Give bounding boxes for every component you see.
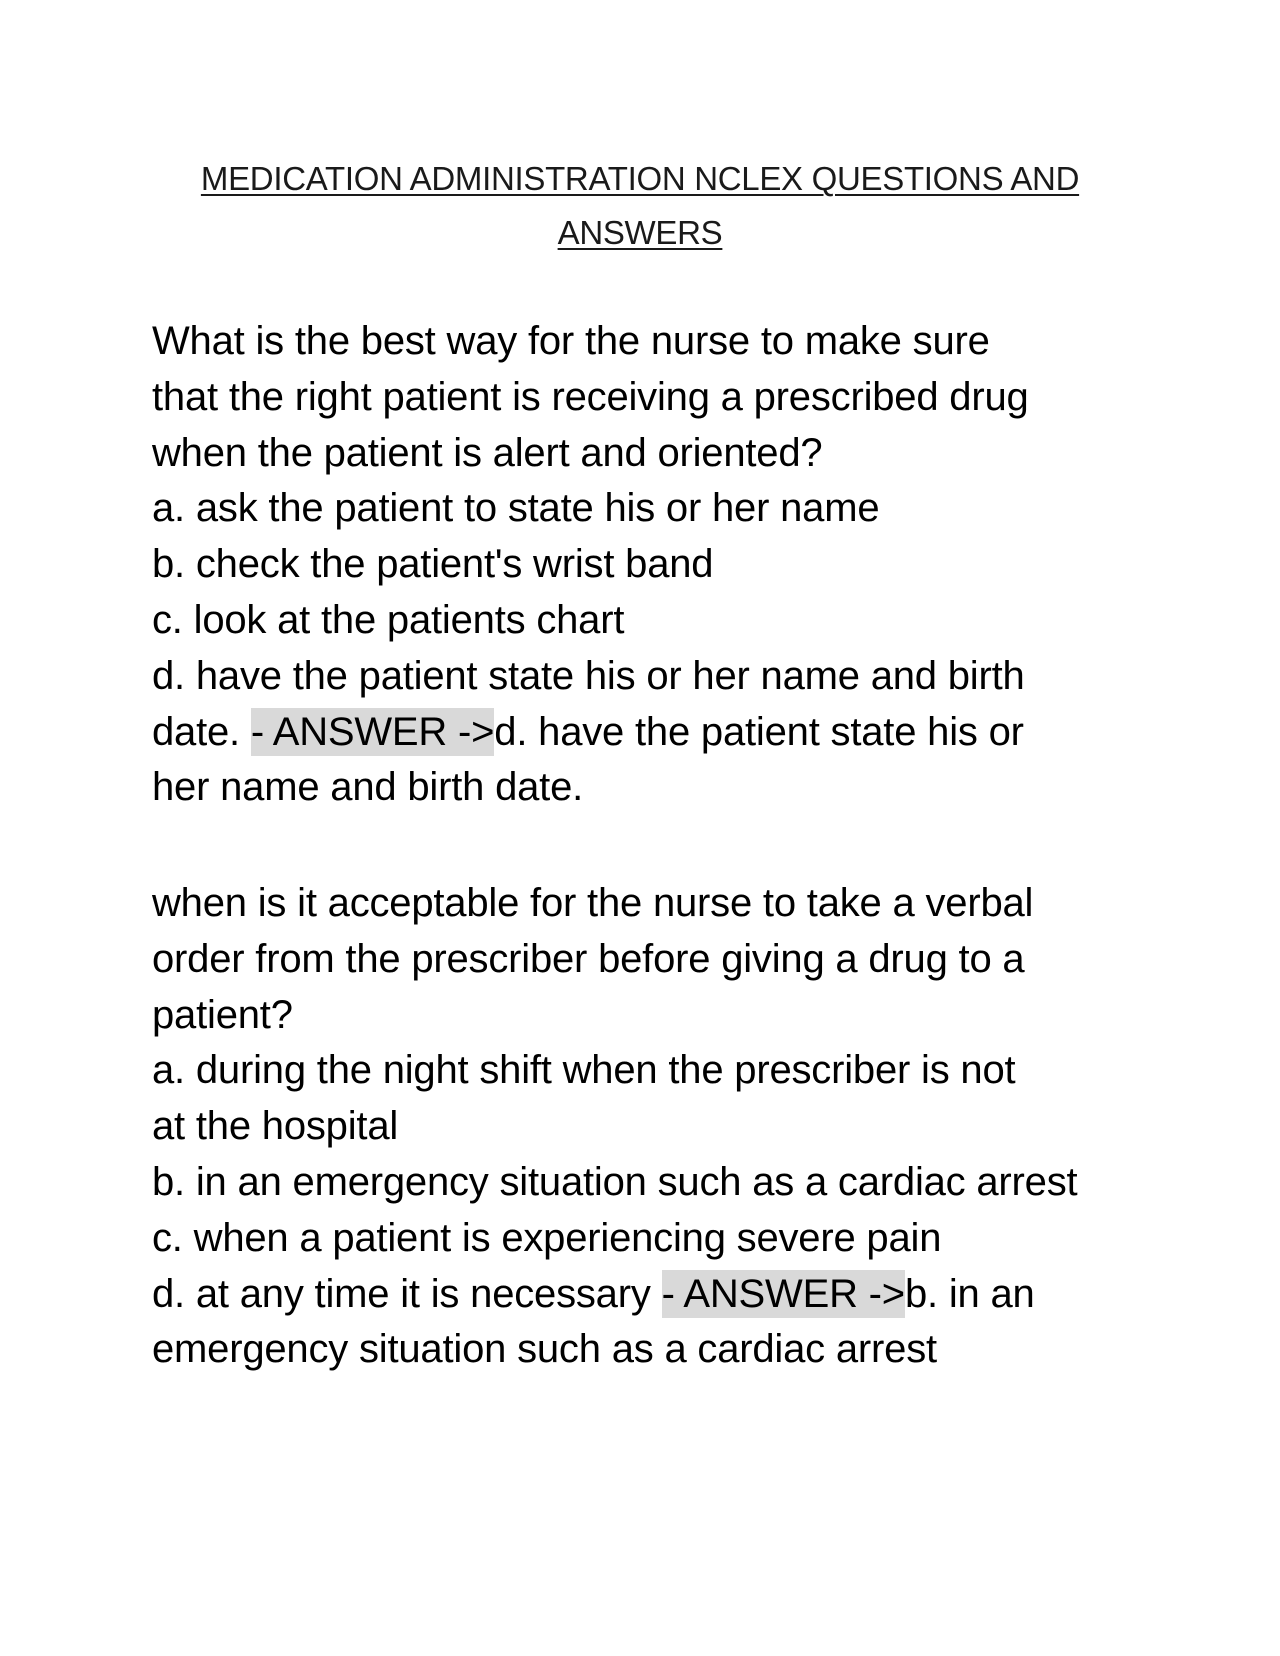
- answer-text: d. have the patient state his or: [494, 709, 1024, 754]
- document-title-line-1: MEDICATION ADMINISTRATION NCLEX QUESTIONS AND: [200, 160, 1080, 197]
- answer-line: [152, 1267, 1142, 1323]
- answer-option-a: a. during the night shift when the prescriber is not: [152, 1048, 1016, 1093]
- question-text-line: patient?: [152, 992, 293, 1037]
- answer-option-a-continued: at the hospital: [152, 1104, 399, 1149]
- question-text-line: order from the prescriber before giving a drug to a: [152, 936, 1025, 981]
- document-title-line-2: ANSWERS: [557, 214, 723, 251]
- answer-text: b. in an: [904, 1271, 1035, 1316]
- answer-marker-highlight: - ANSWER ->: [250, 709, 495, 754]
- question-text-line: when is it acceptable for the nurse to take a verbal: [152, 881, 1034, 925]
- answer-prefix: date.: [152, 709, 251, 754]
- question-text-line: when the patient is alert and oriented?: [152, 430, 823, 475]
- answer-option-b: b. in an emergency situation such as a cardiac arrest: [152, 1159, 1078, 1204]
- question-text-line: What is the best way for the nurse to make sure: [152, 319, 990, 363]
- question-block-1: [152, 314, 1142, 816]
- answer-option-d: d. have the patient state his or her name and birth: [152, 653, 1025, 698]
- document-title: [190, 152, 1090, 260]
- answer-marker-highlight: - ANSWER ->: [661, 1271, 905, 1316]
- answer-prefix: d. at any time it is necessary: [152, 1271, 662, 1316]
- answer-text-continued: her name and birth date.: [152, 765, 584, 810]
- answer-option-b: b. check the patient's wrist band: [152, 542, 714, 587]
- question-text-line: that the right patient is receiving a prescribed drug: [152, 374, 1029, 419]
- answer-text-continued: emergency situation such as a cardiac arrest: [152, 1327, 937, 1372]
- answer-line: [152, 705, 1142, 761]
- answer-option-c: c. look at the patients chart: [152, 597, 625, 642]
- question-block-2: [152, 876, 1142, 1378]
- answer-option-c: c. when a patient is experiencing severe pain: [152, 1215, 942, 1260]
- answer-option-a: a. ask the patient to state his or her name: [152, 486, 880, 531]
